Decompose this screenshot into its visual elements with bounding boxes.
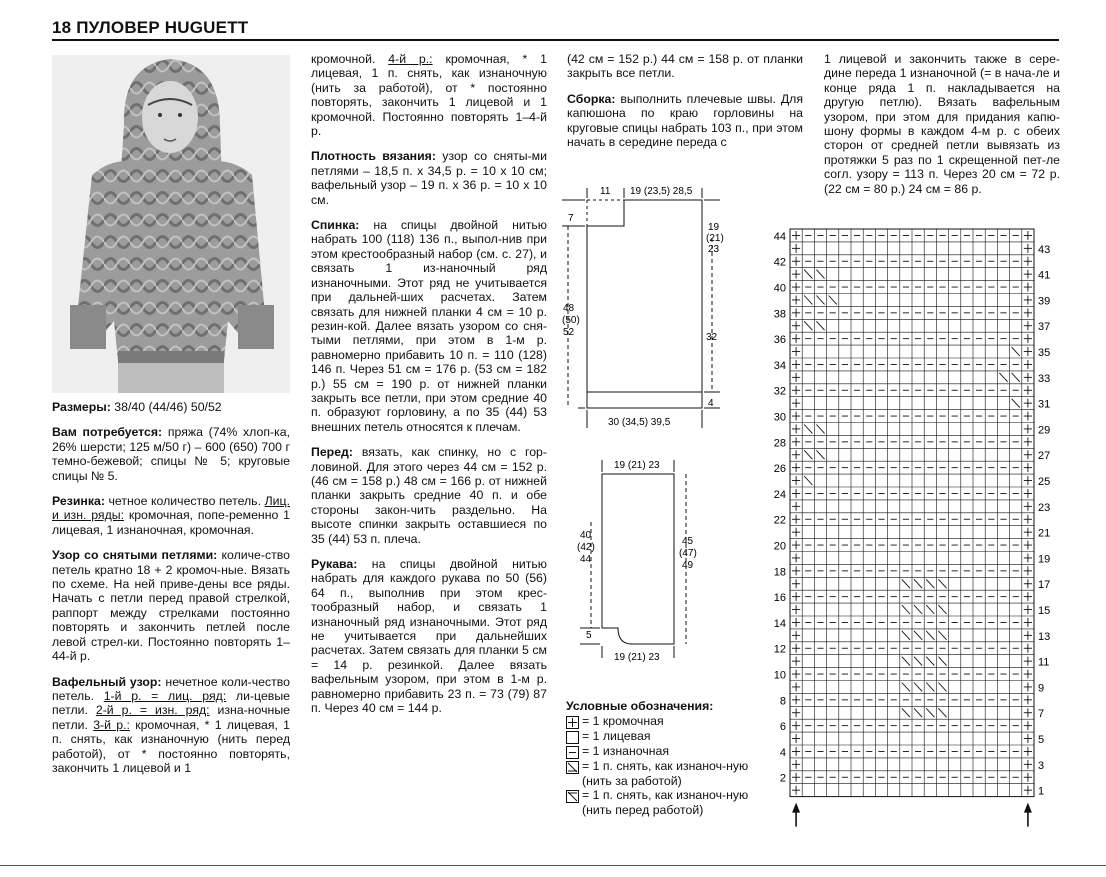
chart-row-number-left: 8	[779, 695, 786, 708]
chart-row-number-right: 23	[1038, 501, 1051, 514]
sleeve-dim-top-width: 19 (21) 23	[614, 460, 660, 471]
body-dim-body-right: 32	[706, 332, 718, 343]
chart-row-number-right: 17	[1038, 579, 1051, 592]
back-paragraph	[311, 218, 547, 434]
body-schematic	[560, 178, 730, 438]
repeat-arrow-head	[1024, 803, 1032, 813]
chart-row-number-right: 43	[1038, 243, 1051, 256]
chart-row-number-left: 38	[773, 308, 786, 321]
chart-row-number-left: 32	[773, 385, 786, 398]
front-label: Перед:	[311, 445, 353, 460]
sleeve-dim-right-3: 49	[682, 560, 694, 571]
body-dim-top-right: 19 (23,5) 28,5	[630, 186, 693, 197]
slip-pattern-label: Узор со снятыми петлями:	[52, 548, 218, 563]
front-paragraph	[311, 445, 547, 546]
hood-text: 1 лицевой и закончить также в сере-дине переда 1 изнаночной (= в нача-ле и конце ряда 1 п. накладывается на другую петлю). Вязать вафельным узором, при этом для придания капю-шону формы в каждом 4-м р. с обеих сторон от средней петли вывязать из протяжки 5 раз по 1 скрещенной пет-ле согл. узору = 113 п. Через 20 см = 72 р. (22 см = 80 р.) 24 см = 86 р.	[824, 52, 1060, 196]
legend-item-text: = 1 п. снять, как изнаноч-ную (нить перед работой)	[582, 788, 749, 818]
assembly-text: выполнить плечевые швы. Для капюшона по краю горловины на круговые спицы набрать 103 п., при этом начать в середине переда с	[567, 91, 803, 150]
waffle-text-4: кромочная, * 1 лицевая, 1 п. снять, как изнаночную (нить перед работой), от * постоянно повторять, закончить 1 лицевой и 1	[52, 717, 290, 775]
legend-item	[566, 729, 764, 744]
body-dim-shoulder-2: (21)	[706, 233, 724, 244]
chart-row-number-right: 41	[1038, 269, 1051, 282]
chart-row-number-right: 31	[1038, 398, 1051, 411]
model-photo	[52, 55, 290, 393]
chart-row-number-right: 9	[1038, 682, 1045, 695]
chart-row-number-left: 26	[773, 463, 786, 476]
legend	[566, 699, 764, 818]
sleeve-dim-left-1: 40	[580, 530, 592, 541]
chart-row-number-right: 37	[1038, 321, 1051, 334]
legend-item-text: = 1 лицевая	[582, 728, 651, 743]
body-dim-neck-depth: 7	[568, 213, 574, 224]
chart-row-number-right: 29	[1038, 424, 1051, 437]
density-text: узор со сняты-ми петлями – 18,5 п. х 34,5 р. = 10 х 10 см; вафельный узор – 19 п. х 36 р. = 10 х 10 см.	[311, 149, 547, 207]
materials-paragraph	[52, 425, 290, 483]
body-dim-top-left: 11	[600, 186, 611, 197]
sizes-value: 38/40 (44/46) 50/52	[110, 400, 222, 414]
waffle-row2-label: 2-й р. = изн. ряд:	[95, 703, 210, 718]
legend-heading: Условные обозначения:	[566, 699, 714, 713]
slip-pattern-text: количе-ство петель кратно 18 + 2 кромоч-ные. Вязать по схеме. На ней приве-дены все ряды. Начать с петли перед правой стрелкой, раппорт между стрелками постоянно повторять и закончить петлей после левой стрел-ки. Постоянно повторять 1–44-й р.	[52, 548, 290, 664]
rib-label: Резинка:	[52, 494, 105, 509]
chart-row-number-left: 40	[773, 282, 786, 295]
chart-row-number-right: 7	[1038, 708, 1045, 721]
sleeve-dim-left-3: 44	[580, 554, 592, 565]
waffle-text-3: изна-ночные петли.	[52, 703, 290, 732]
rib-paragraph	[52, 494, 290, 537]
chart-row-number-left: 44	[773, 230, 786, 243]
pullover-photo-illustration	[52, 55, 290, 393]
front-text: вязать, как спинку, но с гор-ловиной. Для этого через 44 см = 152 р. (46 см = 158 р.) 48 см = 166 р. от нижней планки закрыть средние 40 п. и обе стороны закон-чить раздельно. На высоте спинки закрыть оставшиеся по 35 (44) 53 п. плеча.	[311, 445, 547, 546]
knitting-chart	[762, 215, 1072, 835]
sleeve-schematic	[574, 452, 714, 668]
chart-row-number-right: 15	[1038, 605, 1051, 617]
body-dim-side-2: (50)	[562, 315, 580, 326]
materials-text: пряжа (74% хлоп-ка, 26% шерсти; 125 м/50 г) – 600 (650) 700 г темно-бежевой; спицы № 5; круговые спицы № 5.	[52, 425, 290, 483]
assembly-paragraph	[567, 92, 803, 150]
sleeve-label: Рукава:	[311, 557, 358, 571]
title-divider	[52, 39, 1059, 41]
waffle-paragraph	[52, 675, 290, 776]
slip-back-icon	[566, 761, 579, 774]
chart-row-number-left: 6	[779, 721, 786, 734]
legend-item-text: = 1 изнаночная	[582, 743, 670, 758]
chart-row-number-right: 3	[1038, 759, 1045, 772]
slip-front-icon	[566, 790, 579, 803]
footer-divider	[0, 865, 1106, 866]
waffle-row1-label: 1-й р. = лиц. ряд:	[103, 688, 227, 703]
sleeve-dim-right-2: (47)	[679, 548, 697, 559]
chart-row-number-left: 30	[773, 411, 786, 424]
chart-row-number-right: 5	[1038, 734, 1045, 746]
legend-item	[566, 759, 764, 789]
chart-row-number-left: 42	[773, 256, 786, 269]
waffle-continued-text: кромочной.	[311, 52, 389, 66]
chart-row-number-left: 14	[773, 617, 786, 630]
back-label: Спинка:	[311, 218, 360, 233]
chart-row-number-right: 27	[1038, 450, 1051, 463]
chart-row-number-right: 25	[1038, 476, 1051, 488]
density-paragraph	[311, 149, 547, 207]
chart-row-number-left: 10	[773, 669, 786, 682]
legend-item-text: = 1 кромочная	[582, 713, 664, 728]
chart-row-number-left: 36	[773, 334, 786, 347]
chart-row-number-right: 11	[1038, 656, 1050, 669]
body-dim-shoulder-3: 23	[708, 244, 720, 255]
body-dim-bottom-width: 30 (34,5) 39,5	[608, 417, 671, 428]
waffle-text-2: ли-цевые петли.	[52, 688, 290, 718]
sleeve-continued-text: (42 см = 152 р.) 44 см = 158 р. от планки закрыть все петли.	[567, 52, 803, 81]
sleeve-text: на спицы двойной нитью набрать для каждого рукава по 50 (56) 64 п., выполнив при этом крес-тообразный набор, и связать 1 изнаночный ряд изнаночными. Этот ряд не учитывается при дальнейших расчетах. Затем связать для планки 5 см = 14 р. резинкой. Далее вязать вафельным узором, при этом в 1-м р. равномерно прибавить 23 п. = 73 (79) 87 п. Через 40 см = 144 р.	[311, 557, 547, 716]
text-column-3	[567, 52, 803, 149]
sleeve-dim-cuff: 5	[586, 630, 592, 641]
legend-item	[566, 714, 764, 729]
edge-stitch-icon	[566, 716, 579, 729]
chart-row-number-left: 12	[773, 643, 786, 656]
waffle-text: нечетное коли-чество петель.	[52, 674, 290, 703]
chart-row-number-left: 4	[779, 746, 786, 759]
chart-row-number-right: 1	[1038, 785, 1045, 798]
rib-text-2: кромочная, попе-ременно 1 лицевая, 1 изнаночная, кромочная.	[52, 508, 290, 537]
waffle-row3-label: 3-й р.:	[93, 717, 130, 732]
sleeve-dim-right-1: 45	[682, 536, 694, 547]
sizes-paragraph	[52, 400, 290, 414]
chart-row-number-right: 21	[1038, 527, 1051, 540]
slip-pattern-paragraph	[52, 548, 290, 663]
legend-item	[566, 744, 764, 759]
waffle-label: Вафельный узор:	[52, 674, 162, 689]
text-column-2	[311, 52, 547, 715]
body-dim-shoulder-1: 19	[708, 222, 720, 233]
body-dim-side-1: 48	[563, 303, 575, 314]
page-title: 18 ПУЛОВЕР HUGUETT	[52, 18, 249, 37]
chart-row-number-left: 16	[773, 592, 786, 605]
chart-row-number-right: 33	[1038, 372, 1051, 385]
materials-label: Вам потребуется:	[52, 425, 163, 440]
text-column-4	[824, 52, 1060, 196]
sleeve-continued-paragraph	[567, 52, 803, 81]
chart-row-number-left: 28	[773, 437, 786, 450]
assembly-label: Сборка:	[567, 91, 616, 106]
rib-rows-label: Лиц. и изн. ряды:	[52, 494, 290, 523]
chart-row-number-left: 24	[773, 488, 786, 501]
legend-item	[566, 788, 764, 818]
legend-item-text: = 1 п. снять, как изнаноч-ную (нить за работой)	[582, 758, 749, 788]
sizes-label: Размеры:	[52, 400, 111, 414]
chart-row-number-right: 13	[1038, 630, 1051, 643]
rib-text: четное количество петель.	[104, 494, 265, 509]
chart-row-number-left: 34	[773, 359, 786, 372]
hood-paragraph	[824, 52, 1060, 196]
back-text: на спицы двойной нитью набрать 100 (118) 136 п., выпол-нив при этом крестообразный набор (см. с. 27), и связать 1 из-наночный ряд изнаночными. Этот ряд не учитывается при дальней-ших расчетах. Затем связать для нижней планки 4 см = 10 р. резин-кой. Далее вязать узором со сня-тыми петлями, при этом в 1-м р. равномерно прибавить 10 п. = 110 (128) 146 п. Через 51 см = 176 р. (53 см = 182 р.) 55 см = 190 р. от нижней планки закрыть все петли, при этом средние 40 п. образуют горловину, а по 35 (44) 53 внешних петель относятся к плечам.	[311, 218, 547, 434]
sleeve-dim-left-2: (42)	[577, 542, 595, 553]
chart-row-number-right: 39	[1038, 295, 1051, 308]
body-dim-rib-height: 4	[708, 398, 714, 409]
chart-row-number-left: 18	[773, 566, 786, 579]
sleeve-dim-bottom-width: 19 (21) 23	[614, 652, 660, 663]
body-dim-side-3: 52	[563, 327, 575, 338]
chart-row-number-left: 2	[779, 772, 786, 785]
knit-stitch-icon	[566, 731, 579, 744]
text-column-1	[52, 400, 290, 775]
chart-row-number-left: 22	[773, 514, 786, 527]
sleeve-paragraph	[311, 557, 547, 715]
waffle-continued-text-2: кромочная, * 1 лицевая, 1 п. снять, как изнаночную (нить за работой), от * постоянно повторять, закончить 1 лицевой и 1 кромочной. Постоянно повторять 1–4-й р.	[311, 52, 547, 139]
waffle-continued-paragraph	[311, 52, 547, 138]
chart-row-number-right: 19	[1038, 553, 1051, 566]
chart-row-number-left: 20	[773, 540, 786, 553]
repeat-arrow-head	[792, 803, 800, 813]
chart-row-number-right: 35	[1038, 347, 1051, 359]
density-label: Плотность вязания:	[311, 149, 436, 164]
waffle-row4-label: 4-й р.:	[388, 52, 433, 66]
purl-stitch-icon	[566, 746, 579, 759]
